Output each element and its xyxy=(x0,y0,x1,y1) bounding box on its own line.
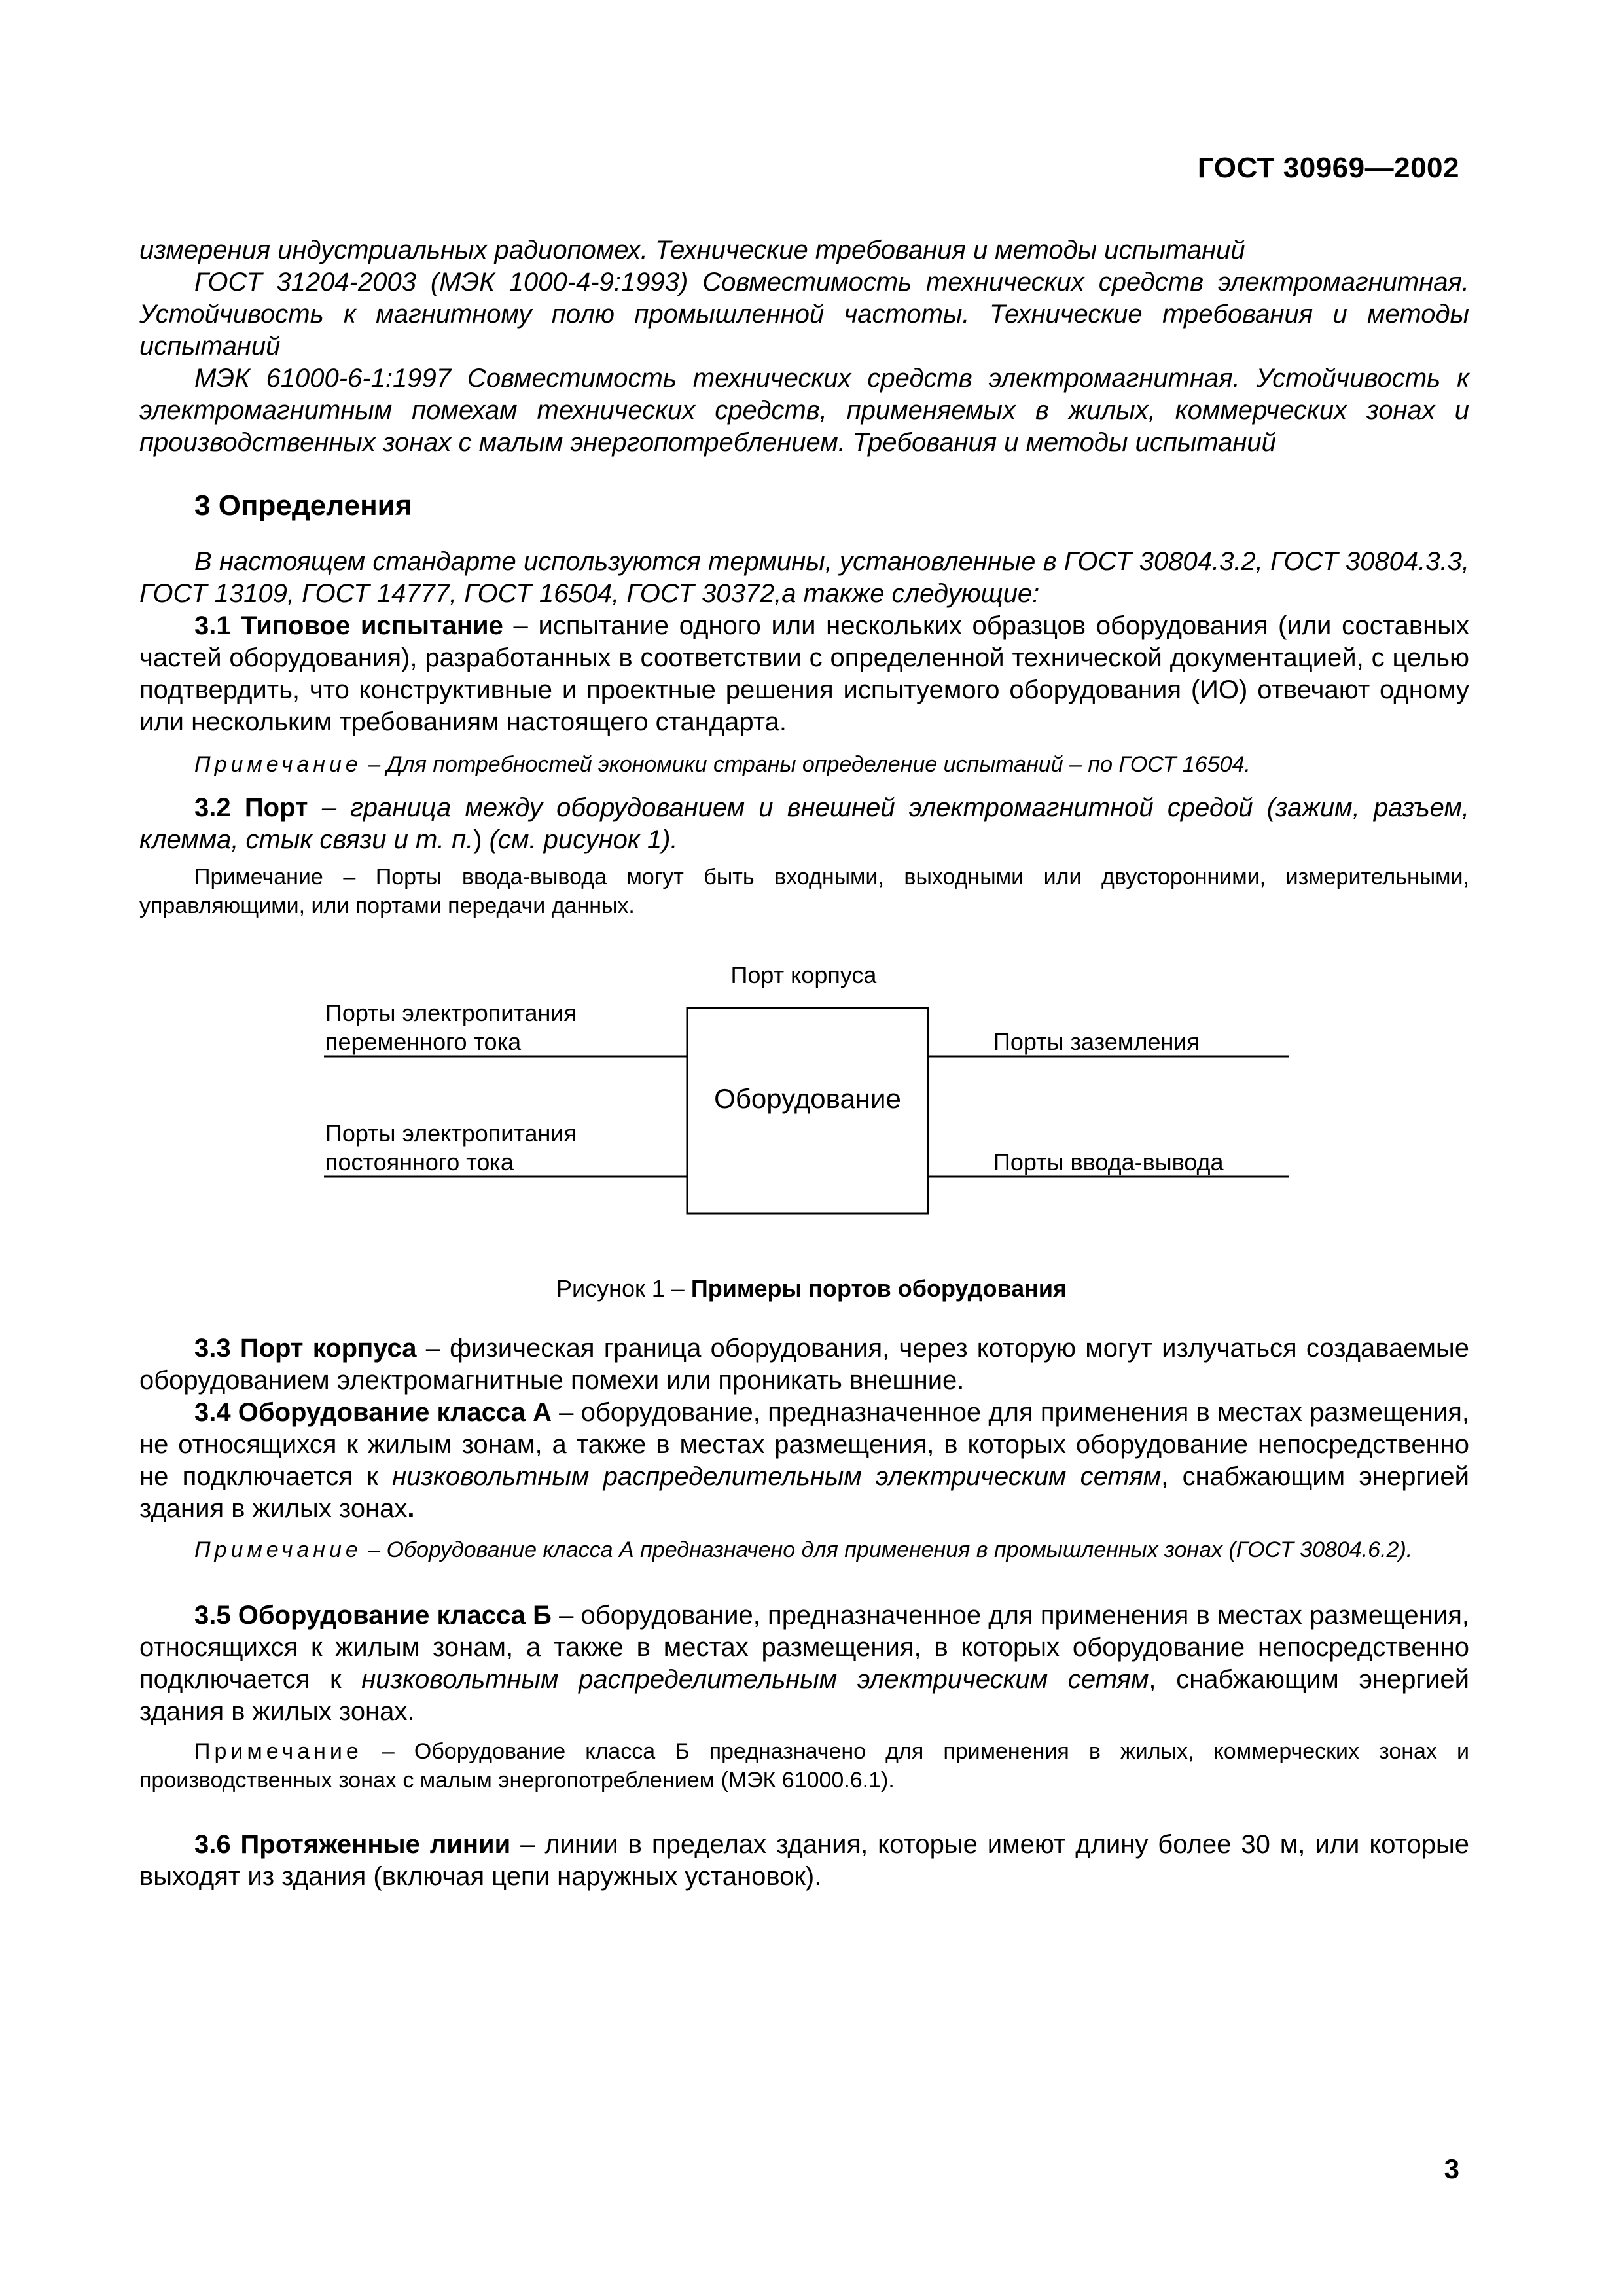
definition-text-ref: (см. рисунок 1). xyxy=(482,825,678,854)
figure-caption xyxy=(0,1275,1623,1302)
note-3-2: Примечание – Порты ввода-вывода могут быть входными, выходными или двусторонними, измерительными, управляющими, или портами передачи данных. xyxy=(139,865,1469,918)
definition-3-4 xyxy=(139,1397,1469,1525)
definition-text: – линии в пределах здания, которые имеют длину более 30 м, или которые выходят из здания (включая цепи наружных установок). xyxy=(139,1830,1469,1891)
note-text: – Оборудование класса Б предназначено для применения в жилых, коммерческих зонах и производственных зонах с малым энергопотреблением (МЭК 61000.6.1). xyxy=(139,1739,1469,1793)
page-number: 3 xyxy=(1444,2153,1459,2184)
definition-text: , снабжающим энергией здания в жилых зонах xyxy=(139,1462,1469,1523)
note-3-5 xyxy=(139,1737,1469,1795)
note-text: – Для потребностей экономики страны определение испытаний – по ГОСТ 16504. xyxy=(361,752,1251,777)
definition-text: – физическая граница оборудования, через которую могут излучаться создаваемые оборудованием электромагнитные помехи или проникать внешние. xyxy=(139,1334,1469,1395)
ground-port-label: Порты заземления xyxy=(993,1028,1200,1055)
enclosure-port-label: Порт корпуса xyxy=(730,961,877,988)
dc-power-port-label: постоянного тока xyxy=(325,1149,514,1175)
equipment-label: Оборудование xyxy=(714,1083,901,1114)
section-title: 3 Определения xyxy=(194,490,412,522)
reference-line: ГОСТ 31204-2003 (МЭК 1000-4-9:1993) Совместимость технических средств электромагнитная. Устойчивость к магнитному полю промышленной частоты. Технические требования и методы испытаний xyxy=(139,268,1469,361)
note-label: Примечание xyxy=(194,752,362,777)
note-3-4 xyxy=(139,1535,1469,1564)
note-text: – Оборудование класса А предназначено для применения в промышленных зонах (ГОСТ 30804.6.2). xyxy=(361,1537,1413,1562)
section-intro: В настоящем стандарте используются термины, установленные в ГОСТ 30804.3.2, ГОСТ 30804.3.3, ГОСТ 13109, ГОСТ 14777, ГОСТ 16504, ГОСТ 30372,а также следующие: xyxy=(139,547,1469,608)
ac-power-port-label: Порты электропитания xyxy=(325,999,577,1026)
figure-caption-prefix: Рисунок 1 – xyxy=(556,1275,691,1302)
figure-caption-title: Примеры портов оборудования xyxy=(690,1275,1067,1302)
definition-end-mark: . xyxy=(407,1494,415,1523)
definition-text: – оборудование, предназначенное для применения в местах размещения, не относящихся к жилым зонам, а также в местах размещения, в которых оборудование непосредственно не подключается к xyxy=(139,1398,1469,1491)
note-label: Примечание xyxy=(194,1739,363,1764)
reference-line: измерения индустриальных радиопомех. Технические требования и методы испытаний xyxy=(139,236,1245,264)
note-label: Примечание xyxy=(194,1537,362,1562)
definition-3-6 xyxy=(139,1829,1469,1893)
definition-text: , снабжающим энергией здания в жилых зонах. xyxy=(139,1665,1469,1726)
definition-text: – оборудование, предназначенное для применения в местах размещения, относящихся к жилым зонам, а также в местах размещения, в которых оборудование непосредственно подключается к xyxy=(139,1601,1469,1694)
definition-3-3 xyxy=(139,1333,1469,1397)
definition-text-paren: ) xyxy=(473,825,482,854)
definition-term: 3.4 Оборудование класса А xyxy=(194,1398,552,1427)
definition-term: 3.2 Порт xyxy=(194,793,308,822)
reference-line: МЭК 61000-6-1:1997 Совместимость технических средств электромагнитная. Устойчивость к электромагнитным помехам технических средств, применяемых в жилых, коммерческих зонах и производственных зонах с малым энергопотреблением. Требования и методы испытаний xyxy=(139,364,1469,457)
definition-text-italic: низковольтным распределительным электрическим сетям xyxy=(392,1462,1162,1491)
definition-term: 3.5 Оборудование класса Б xyxy=(194,1601,552,1630)
definition-term: 3.3 Порт корпуса xyxy=(194,1334,417,1363)
definition-text: – испытание одного или нескольких образцов оборудования (или составных частей оборудования), разработанных в соответствии с определенной технической документацией, с целью подтвердить, что конструктивные и проектные решения испытуемого оборудования (ИО) отвечают одному или нескольким требованиям настоящего стандарта. xyxy=(139,611,1469,736)
definition-text: – граница между оборудованием и внешней электромагнитной средой (зажим, разъем, клемма, стык связи и т. п. xyxy=(139,793,1469,854)
ac-power-port-label: переменного тока xyxy=(325,1028,522,1055)
standard-code: ГОСТ 30969—2002 xyxy=(1197,152,1459,184)
definition-text-italic: низковольтным распределительным электрическим сетям xyxy=(361,1665,1149,1694)
io-port-label: Порты ввода-вывода xyxy=(993,1149,1224,1175)
dc-power-port-label: Порты электропитания xyxy=(325,1120,577,1147)
definition-term: 3.6 Протяженные линии xyxy=(194,1830,511,1859)
definition-3-5 xyxy=(139,1600,1469,1728)
definition-term: 3.1 Типовое испытание xyxy=(194,611,503,640)
